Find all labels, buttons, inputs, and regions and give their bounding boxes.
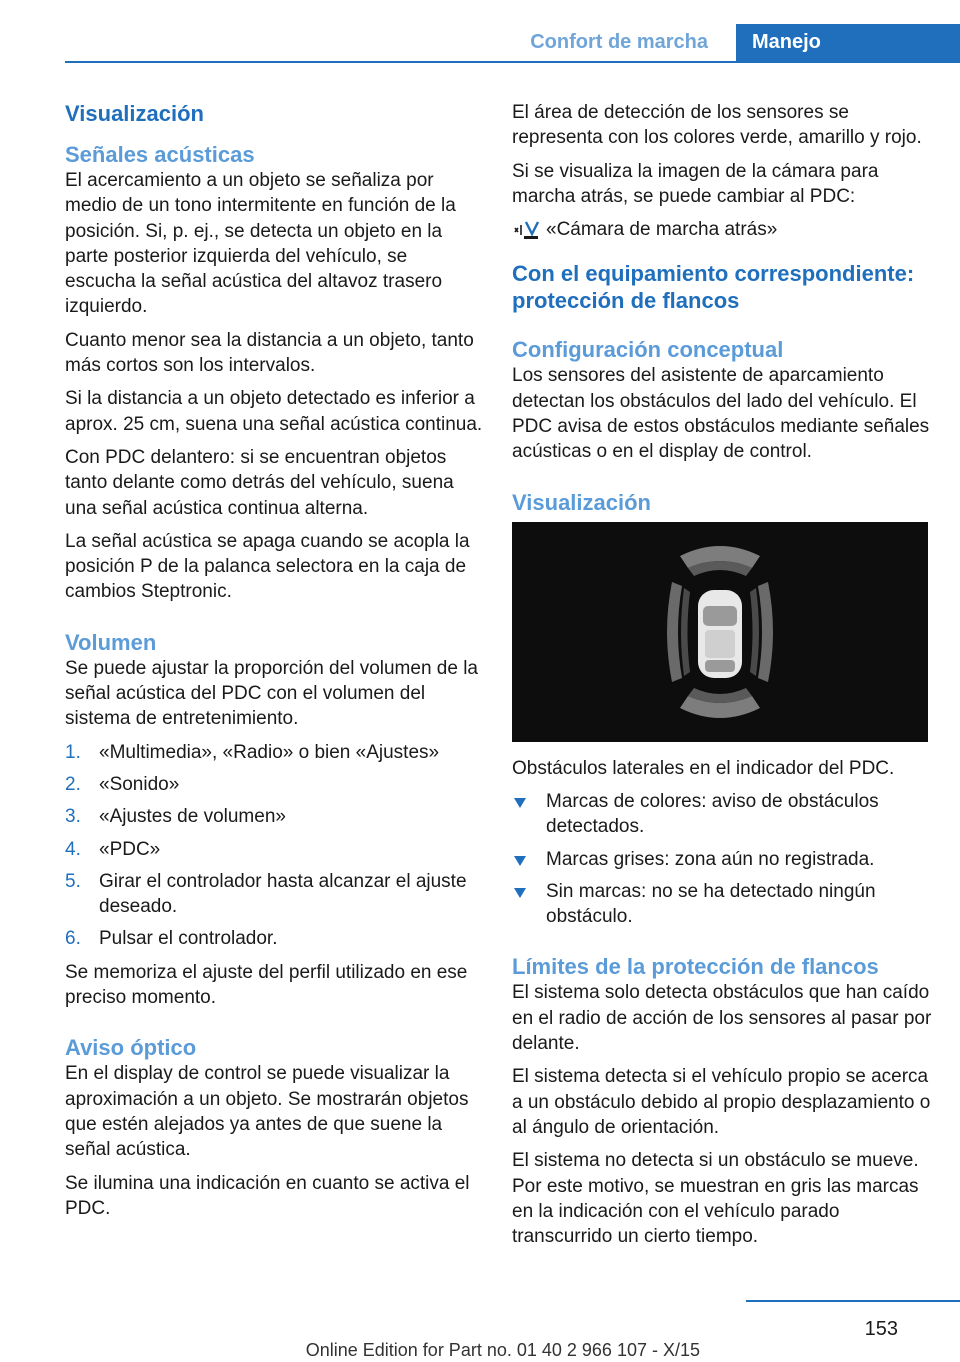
bullet-list (512, 789, 932, 929)
step-number: 5. (65, 870, 81, 892)
heading-visualizacion: Visualización (65, 101, 204, 126)
pdc-icon (512, 219, 540, 241)
heading-volumen: Volumen (65, 629, 157, 655)
paragraph: Se ilumina una indicación en cuanto se activa el PDC. (65, 1172, 470, 1219)
header-rule (65, 61, 960, 63)
chapter-tab[interactable]: Manejo (736, 24, 960, 61)
step-number: 4. (65, 838, 81, 860)
paragraph: Se puede ajustar la proporción del volumen de la señal acústica del PDC con el volumen del sistema de entretenimiento. (65, 657, 478, 730)
edition-note: Online Edition for Part no. 01 40 2 966 107 - X/15 (305, 1340, 700, 1360)
menu-item-label: «Cámara de marcha atrás» (546, 219, 778, 241)
list-item: Marcas grises: zona aún no registrada. (512, 847, 932, 872)
heading-senales-acusticas: Señales acústicas (65, 142, 255, 167)
list-item (65, 772, 483, 797)
page-header (0, 24, 960, 62)
paragraph: Los sensores del asistente de aparcamiento detectan los obstáculos del lado del vehículo. El PDC avisa de estos obstáculos mediante señales acústicas o en el display de control. (512, 365, 930, 463)
heading-limites: Límites de la protección de flancos (512, 954, 879, 980)
pdc-display-image (512, 522, 928, 742)
step-number: 3. (65, 806, 81, 828)
step-number: 6. (65, 928, 81, 950)
heading-visualizacion-flancos: Visualización (512, 489, 651, 515)
steps-list (65, 740, 483, 952)
step-text: «PDC» (99, 838, 161, 860)
page-number: 153 (864, 1318, 898, 1340)
list-item (65, 837, 483, 862)
page-footer (0, 1300, 960, 1362)
step-number: 1. (65, 741, 81, 763)
heading-aviso-optico: Aviso óptico (65, 1035, 197, 1061)
step-number: 2. (65, 773, 81, 795)
paragraph: Se memoriza el ajuste del perfil utilizado en ese preciso momento. (65, 961, 468, 1009)
paragraph: El sistema no detecta si un obstáculo se mueve. Por este motivo, se muestran en gris las marcas en la indicación con el vehículo parado transcurrido un cierto tiempo. (512, 1150, 919, 1248)
paragraph: El área de detección de los sensores se representa con los colores verde, amarillo y rojo. (512, 102, 922, 149)
step-text: «Ajustes de volumen» (99, 806, 286, 828)
section-tab[interactable]: Confort de marcha (530, 31, 708, 53)
right-column (512, 100, 932, 1257)
paragraph: En el display de control se puede visualizar la aproximación a un objeto. Se mostrarán objetos que estén alejados ya antes de que suene la señal acústica. (65, 1063, 469, 1161)
figure-caption: Obstáculos laterales en el indicador del PDC. (512, 757, 895, 779)
paragraph: El sistema solo detecta obstáculos que han caído en el radio de acción de los sensores al pasar por delante. (512, 982, 932, 1055)
step-text: Pulsar el controlador. (99, 928, 278, 950)
list-item (65, 869, 483, 920)
left-column (65, 100, 483, 1229)
step-text: «Multimedia», «Radio» o bien «Ajustes» (99, 741, 440, 763)
step-text: Girar el controlador hasta alcanzar el ajuste deseado. (99, 870, 467, 918)
list-item (65, 804, 483, 829)
paragraph: La señal acústica se apaga cuando se acopla la posición P de la palanca selectora en la caja de cambios Steptronic. (65, 530, 470, 603)
step-text: «Sonido» (99, 773, 180, 795)
bullet-triangle-icon (514, 888, 526, 898)
heading-configuracion: Configuración conceptual (512, 337, 784, 363)
paragraph: Si la distancia a un objeto detectado es inferior a aprox. 25 cm, suena una señal acústica continua. (65, 388, 483, 435)
list-item (65, 740, 483, 765)
footer-rule (746, 1300, 960, 1302)
list-item: Sin marcas: no se ha detectado ningún obstáculo. (512, 879, 932, 930)
paragraph: Si se visualiza la imagen de la cámara para marcha atrás, se puede cambiar al PDC: (512, 160, 879, 207)
menu-item-camara[interactable] (512, 217, 932, 242)
paragraph: El acercamiento a un objeto se señaliza por medio de un tono intermitente en función de la posición. Si, p. ej., se detecta un objeto en la parte posterior izquierda del vehículo, se escucha la señal acústica del altavoz trasero izquierdo. (65, 170, 456, 318)
bullet-triangle-icon (514, 856, 526, 866)
paragraph: Con PDC delantero: si se encuentran objetos tanto delante como detrás del vehículo, suena una señal acústica continua alterna. (65, 446, 454, 519)
paragraph: El sistema detecta si el vehículo propio se acerca a un obstáculo debido al propio desplazamiento o al ángulo de orientación. (512, 1066, 931, 1138)
paragraph: Cuanto menor sea la distancia a un objeto, tanto más cortos son los intervalos. (65, 329, 474, 377)
bullet-triangle-icon (514, 798, 526, 808)
heading-proteccion-flancos: Con el equipamiento correspondiente: protección de flancos (512, 261, 915, 314)
list-item: Marcas de colores: aviso de obstáculos detectados. (512, 789, 932, 840)
list-item (65, 926, 483, 951)
